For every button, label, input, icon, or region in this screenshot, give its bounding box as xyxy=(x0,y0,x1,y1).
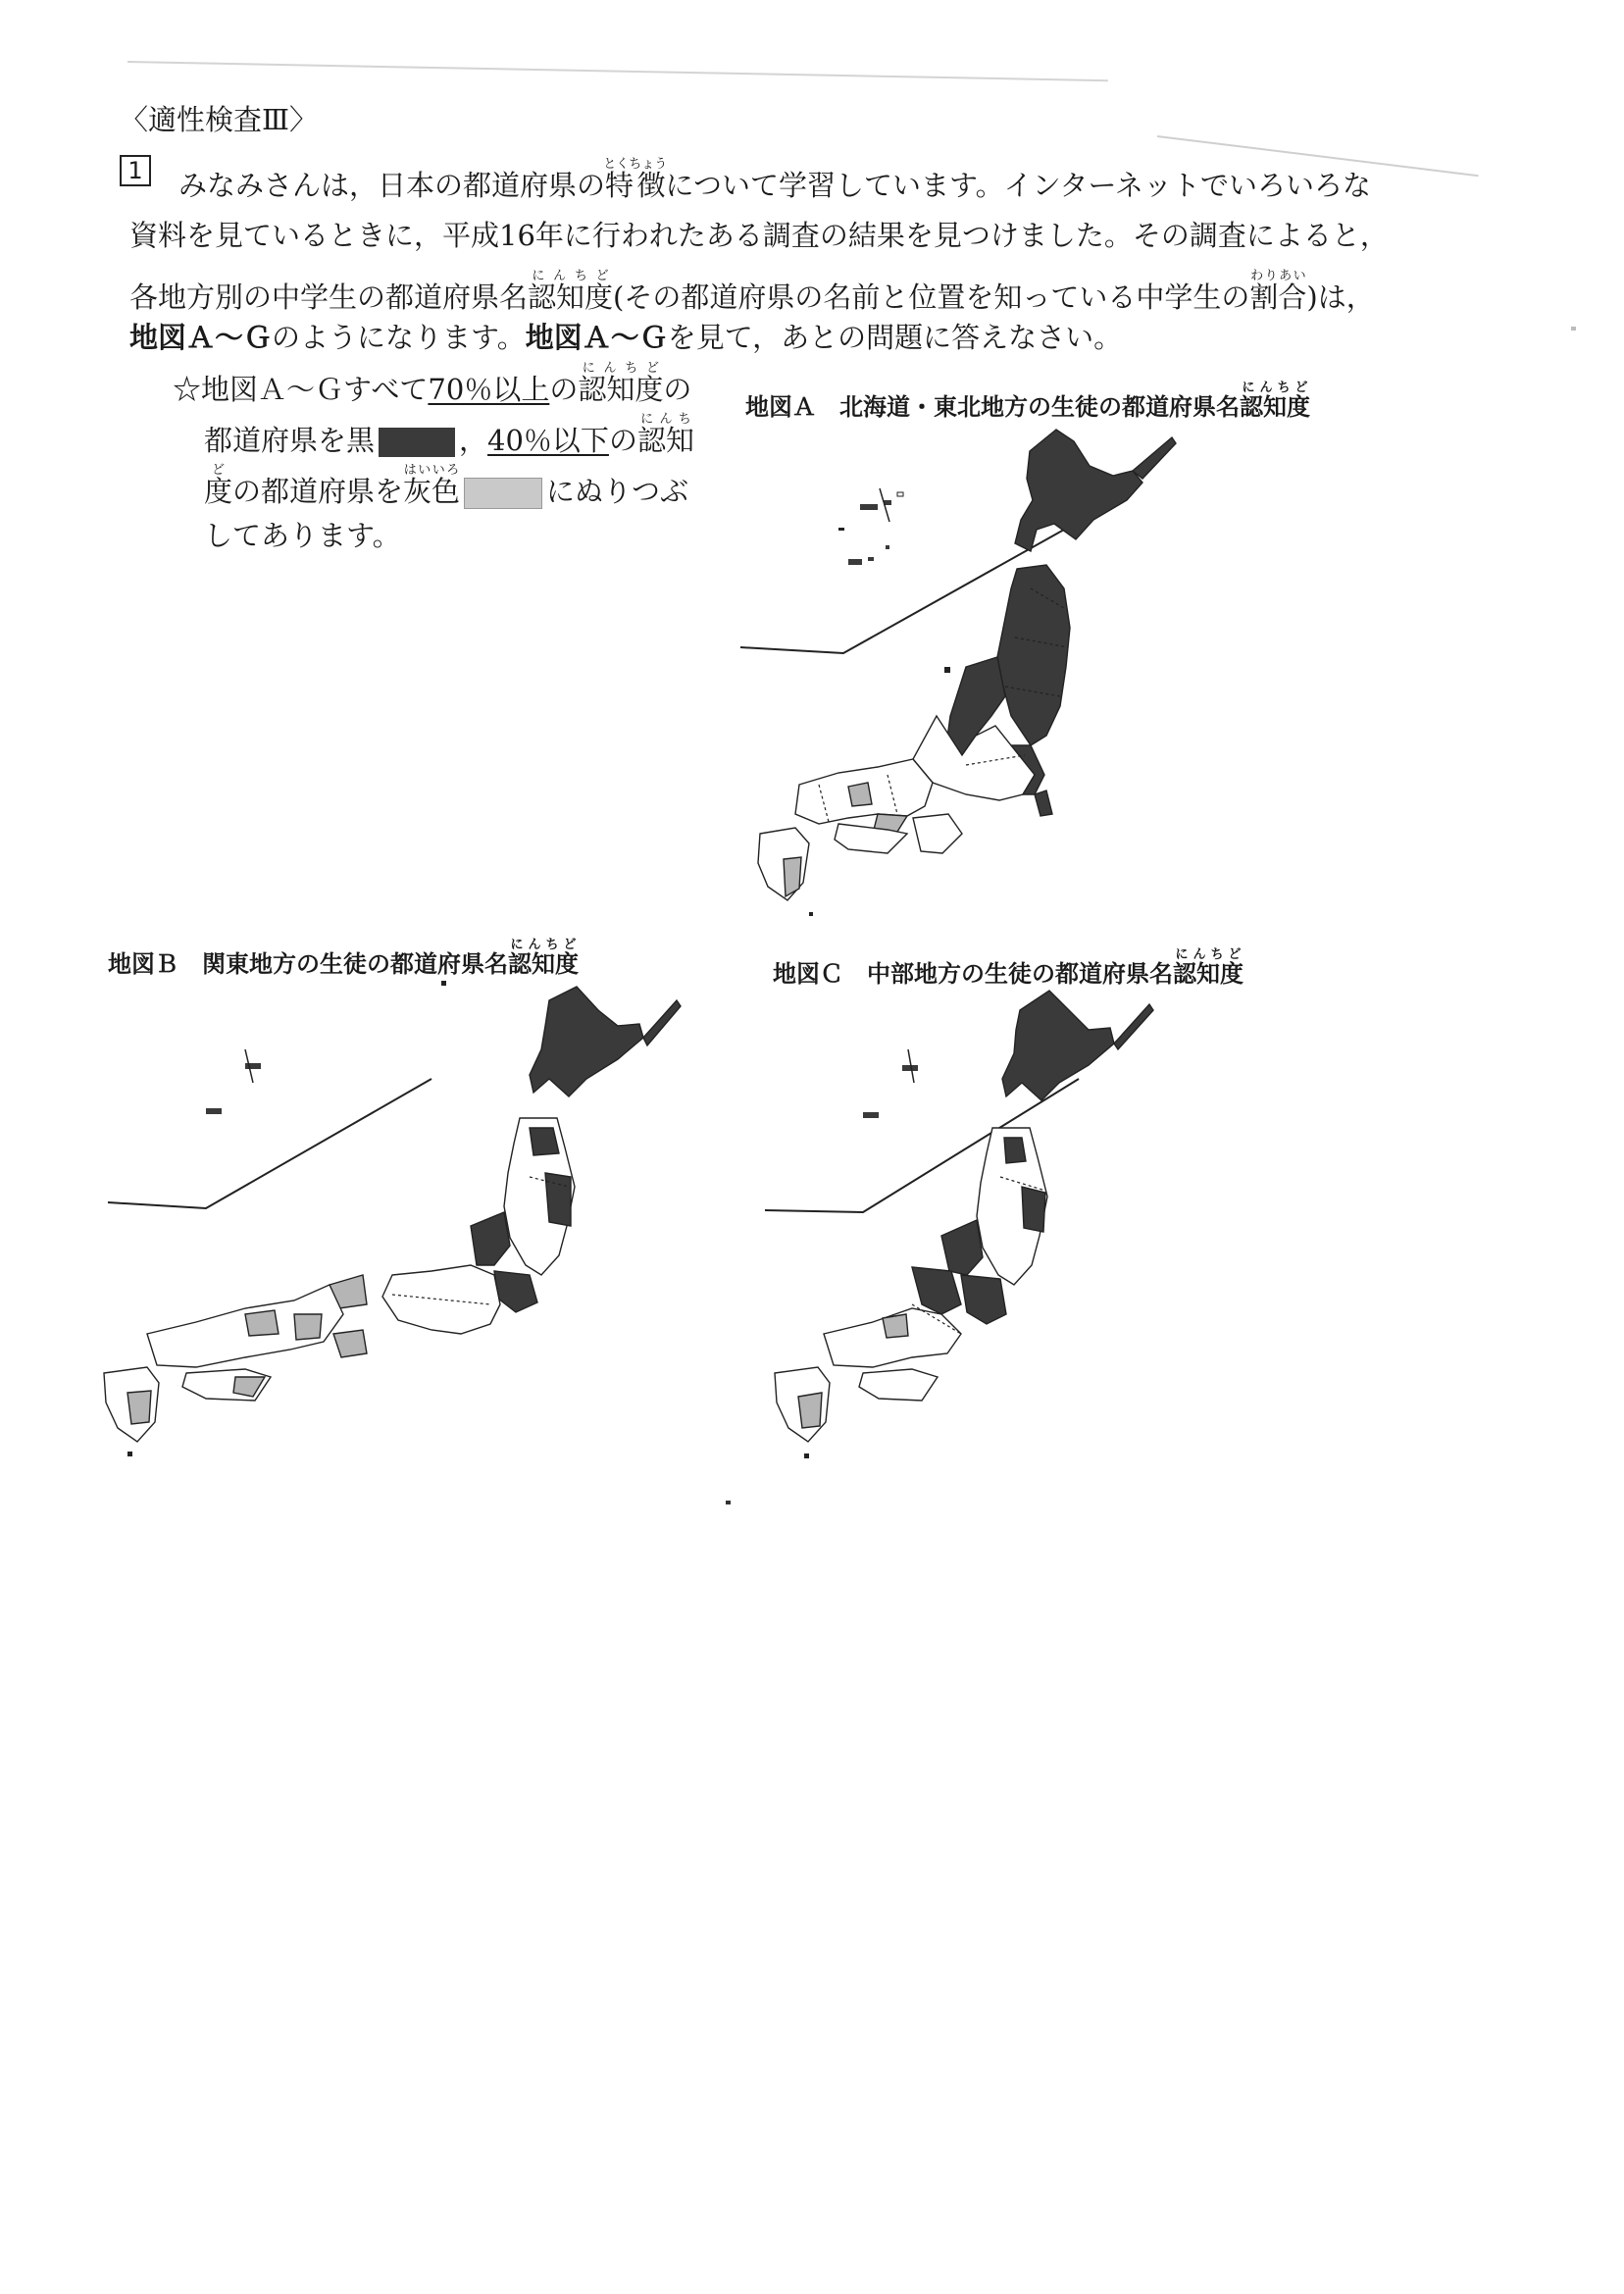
ruby-base: 認知度 xyxy=(1240,393,1310,421)
ruby-base: 灰色 xyxy=(403,475,461,508)
intro-text: (その都道府県の名前と位置を知っている中学生の xyxy=(613,280,1250,314)
map-title-text: 中部地方の生徒の都道府県名 xyxy=(867,960,1173,988)
note-line-2 xyxy=(204,412,694,459)
intro-text: について学習しています。インターネットでいろいろな xyxy=(665,169,1372,202)
ruby-base: 認知度 xyxy=(1173,960,1243,988)
map-label: 地図Ｂ xyxy=(108,950,178,978)
map-b-title xyxy=(108,938,579,979)
ruby-word xyxy=(1249,269,1307,314)
hokkaido xyxy=(530,987,643,1096)
ruby-word xyxy=(204,463,233,508)
ruby-word xyxy=(1240,381,1310,421)
scan-speck xyxy=(726,1501,731,1504)
ruby-base: 割合 xyxy=(1249,280,1307,314)
tohoku xyxy=(997,565,1070,745)
ruby-base: 度 xyxy=(204,475,233,508)
ruby-reading: にんちど xyxy=(578,361,664,376)
scan-speck xyxy=(1571,327,1576,331)
note-line-4: してあります。 xyxy=(204,519,401,552)
note-underline: 40％以下 xyxy=(487,424,609,457)
map-title-text: 北海道・東北地方の生徒の都道府県名 xyxy=(839,393,1240,421)
map-title-text: 関東地方の生徒の都道府県名 xyxy=(202,950,508,978)
note-text: にぬりつぶ xyxy=(546,475,689,508)
intro-line-1 xyxy=(178,157,1371,204)
map-b-japan xyxy=(98,981,745,1471)
black-swatch xyxy=(379,428,455,457)
intro-text: )は， xyxy=(1306,280,1375,314)
note-text: ☆地図Ａ～Ｇすべて xyxy=(173,373,429,406)
ruby-base: 認知度 xyxy=(508,950,579,978)
intro-line-4 xyxy=(129,316,1122,356)
scan-line xyxy=(127,61,1108,81)
note-text: の xyxy=(549,373,579,406)
intro-line-3 xyxy=(129,269,1375,316)
ruby-base: 特徴 xyxy=(603,169,668,202)
ruby-reading: ど xyxy=(204,463,233,478)
note-text: の xyxy=(663,373,692,406)
ruby-base: 認知度 xyxy=(578,373,664,406)
ruby-reading: にんち xyxy=(636,412,694,427)
intro-bold: 地図Ａ～Ｇ xyxy=(129,321,273,354)
note-text: の xyxy=(608,424,637,457)
ruby-word xyxy=(403,463,461,508)
ruby-reading: にんちど xyxy=(1240,381,1310,395)
note-text: 都道府県を黒 xyxy=(204,424,376,457)
map-a-japan xyxy=(740,422,1388,922)
note-line-1 xyxy=(173,361,691,408)
intro-bold: 地図Ａ～Ｇ xyxy=(525,321,668,354)
question-number: 1 xyxy=(120,155,151,186)
ruby-word xyxy=(603,157,668,202)
intro-text: のようになります。 xyxy=(272,321,526,354)
ruby-base: 認知度 xyxy=(528,280,614,314)
ruby-word xyxy=(528,269,614,314)
ruby-reading: はいいろ xyxy=(403,463,461,478)
ruby-reading: にんちど xyxy=(528,269,614,283)
ruby-base: 認知 xyxy=(636,424,694,457)
ogasawara-islands xyxy=(838,488,903,565)
intro-text: 各地方別の中学生の都道府県名 xyxy=(129,280,529,314)
note-line-3 xyxy=(204,463,688,510)
ruby-word xyxy=(636,412,694,457)
note-text: ， xyxy=(459,424,488,457)
map-a-title xyxy=(745,381,1310,422)
section-heading: 〈適性検査Ⅲ〉 xyxy=(120,103,318,136)
intro-text: を見て，あとの問題に答えなさい。 xyxy=(667,321,1123,354)
hokkaido xyxy=(1015,430,1142,551)
ruby-word xyxy=(578,361,664,406)
hokkaido xyxy=(1002,991,1114,1100)
ruby-reading: とくちょう xyxy=(603,157,668,172)
note-underline: 70％以上 xyxy=(428,373,550,406)
ruby-reading: にんちど xyxy=(508,938,579,952)
ruby-reading: わりあい xyxy=(1249,269,1307,283)
ruby-reading: にんちど xyxy=(1173,947,1243,962)
intro-line-2: 資料を見ているときに，平成16年に行われたある調査の結果を見つけました。その調査によると， xyxy=(129,219,1389,252)
intro-text: みなみさんは，日本の都道府県の xyxy=(178,169,606,202)
map-c-japan xyxy=(765,981,1393,1471)
note-text: の都道府県を xyxy=(232,475,404,508)
gray-swatch xyxy=(464,478,542,509)
ruby-word xyxy=(508,938,579,978)
map-label: 地図Ｃ xyxy=(773,960,843,988)
map-label: 地図Ａ xyxy=(745,393,816,421)
